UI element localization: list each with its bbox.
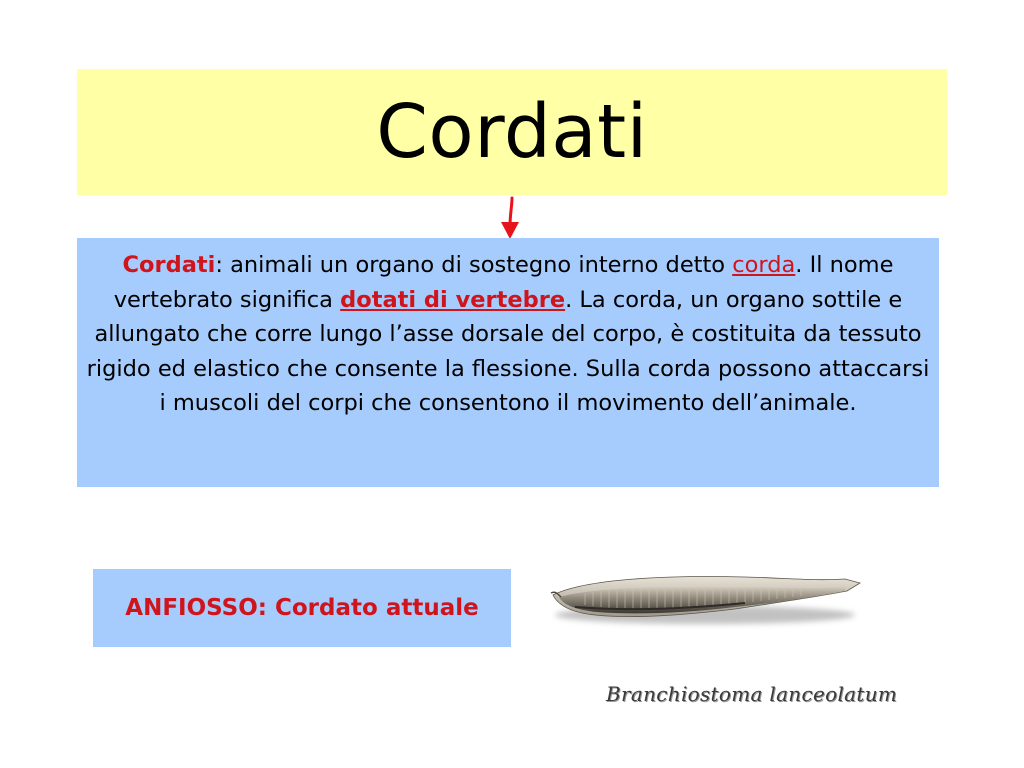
lancelet-illustration (545, 553, 863, 663)
vertebre-link[interactable]: dotati di vertebre (340, 286, 566, 313)
definition-text-3: . La corda, un organo sottile e allungato che corre lungo l’asse dorsale del corpo, è costituita da tessuto rigido ed elastico che consente la flessione. Sulla corda possono attaccarsi i muscoli del corpi che consentono il movimento dell’animale. (86, 286, 930, 416)
arrow-down-icon (498, 196, 522, 240)
caption-text: ANFIOSSO: Cordato attuale (125, 594, 479, 621)
definition-box (77, 238, 939, 487)
species-name-label: Branchiostoma lanceolatum (606, 682, 898, 706)
corda-link[interactable]: corda (732, 252, 796, 278)
caption-box (93, 569, 511, 647)
title-banner (77, 69, 947, 195)
definition-text-2: . Il nome vertebrato significa (113, 252, 894, 313)
definition-text-1: : animali un organo di sostegno interno detto (215, 252, 733, 278)
slide-title: Cordati (376, 89, 648, 175)
term-cordati: Cordati (122, 252, 216, 278)
